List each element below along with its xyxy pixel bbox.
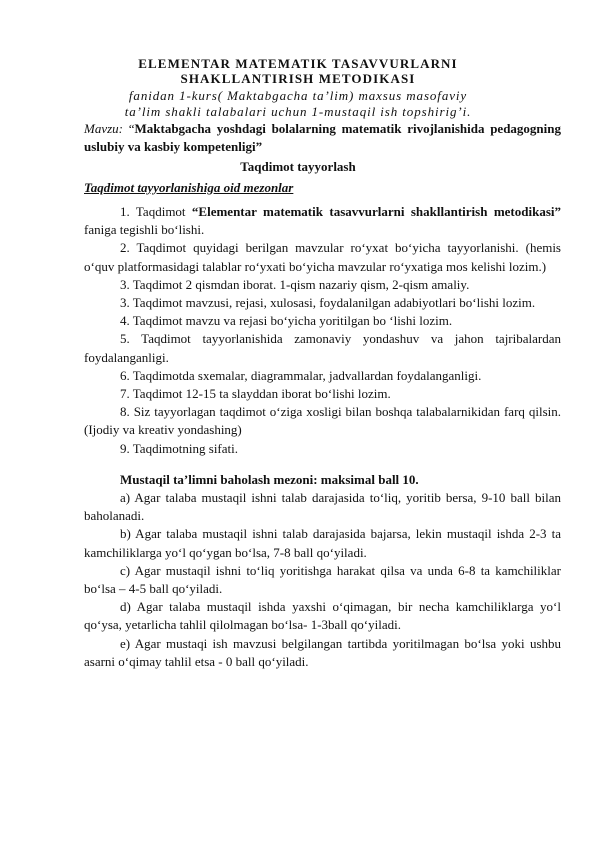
subtitle-line-1: fanidan 1-kurs( Maktabgacha ta’lim) maxsus masofaviy [128, 88, 468, 103]
grading-item-b: b) Agar talaba mustaqil ishni talab darajasida bajarsa, lekin mustaqil ishda 2-3 ta kamchiliklarga yo‘l qo‘ygan bo‘lsa, 7-8 ball qo‘yiladi. [84, 526, 561, 560]
criteria-item-7: 7. Taqdimot 12-15 ta slayddan iborat bo‘lishi lozim. [120, 386, 391, 402]
spacer [84, 458, 561, 471]
grading-item-c: c) Agar mustaqil ishni to‘liq yoritishga harakat qilsa va unda 6-8 ta kamchiliklar bo‘lsa – 4-5 ball qo‘yiladi. [84, 562, 561, 597]
criteria-item-3a: 3. Taqdimot 2 qismdan iborat. 1-qism nazariy qism, 2-qism amaliy. [120, 276, 470, 292]
criteria-item-2: 2. Taqdimot quyidagi berilgan mavzular ro‘yxat bo‘yicha tayyorlanishi. (hemis o‘quv platformasidagi talablar ro‘yxati bo‘yicha mavzular ro‘yxatiga mos kelishi lozim.) [84, 240, 561, 274]
subtitle-line-2: ta’lim shakli talabalari uchun 1-mustaqil ish topshirig’i. [124, 104, 472, 119]
section-heading: Taqdimot tayyorlash [240, 159, 356, 174]
criteria-item-1-prefix: 1. Taqdimot [120, 204, 192, 219]
grading-item-a: a) Agar talaba mustaqil ishni talab darajasida to‘liq, yoritib bersa, 9-10 ball bilan baholanadi. [84, 490, 561, 524]
topic-quote-open: “ [123, 121, 135, 136]
topic-label: Mavzu: [84, 121, 123, 136]
title-line-2: SHAKLLANTIRISH METODIKASI [180, 71, 416, 86]
title-line-1: ELEMENTAR MATEMATIK TASAVVURLARNI [138, 56, 458, 71]
criteria-item-1-course: “Elementar matematik tasavvurlarni shakllantirish metodikasi” [191, 204, 561, 219]
grading-heading-text: Mustaqil ta’limni baholash mezoni: maksimal ball 10. [120, 471, 419, 487]
grading-item-e: e) Agar mustaqi ish mavzusi belgilangan tartibda yoritilmagan bo‘lsa yoki ushbu asarni o‘qimay tahlil etsa - 0 ball qo‘yiladi. [84, 635, 561, 669]
topic-text: Maktabgacha yoshdagi bolalarning matematik rivojlanishida pedagogning uslubiy va kasbiy kompetenligi” [84, 121, 561, 154]
criteria-item-1-suffix: faniga tegishli bo‘lishi. [84, 222, 205, 238]
criteria-heading: Taqdimot tayyorlanishiga oid mezonlar [84, 180, 294, 195]
criteria-item-8: 8. Siz tayyorlagan taqdimot o‘ziga xosligi bilan boshqa talabalarnikidan farq qilsin. (Ijodiy va kreativ yondashing) [84, 404, 561, 438]
criteria-item-4: 4. Taqdimot mavzu va rejasi bo‘yicha yoritilgan bo ‘lishi lozim. [120, 313, 453, 329]
criteria-item-1 [84, 203, 561, 239]
criteria-item-5: 5. Taqdimot tayyorlanishida zamonaviy yondashuv va jahon tajribalardan foydalanganligi. [84, 331, 561, 365]
criteria-item-6: 6. Taqdimotda sxemalar, diagrammalar, jadvallardan foydalanganligi. [120, 367, 482, 383]
grading-heading [84, 471, 561, 489]
document-body [84, 203, 561, 671]
topic-paragraph [84, 120, 561, 156]
grading-item-d: d) Agar talaba mustaqil ishda yaxshi o‘qimagan, bir necha kamchiliklarga yo‘l qo‘ysa, yetarlicha tahlil qilolmagan bo‘lsa- 1-3ball qo‘yiladi. [84, 599, 561, 633]
criteria-item-3b: 3. Taqdimot mavzusi, rejasi, xulosasi, foydalanilgan adabiyotlari bo‘lishi lozim. [120, 295, 536, 311]
criteria-item-9: 9. Taqdimotning sifati. [120, 440, 239, 456]
